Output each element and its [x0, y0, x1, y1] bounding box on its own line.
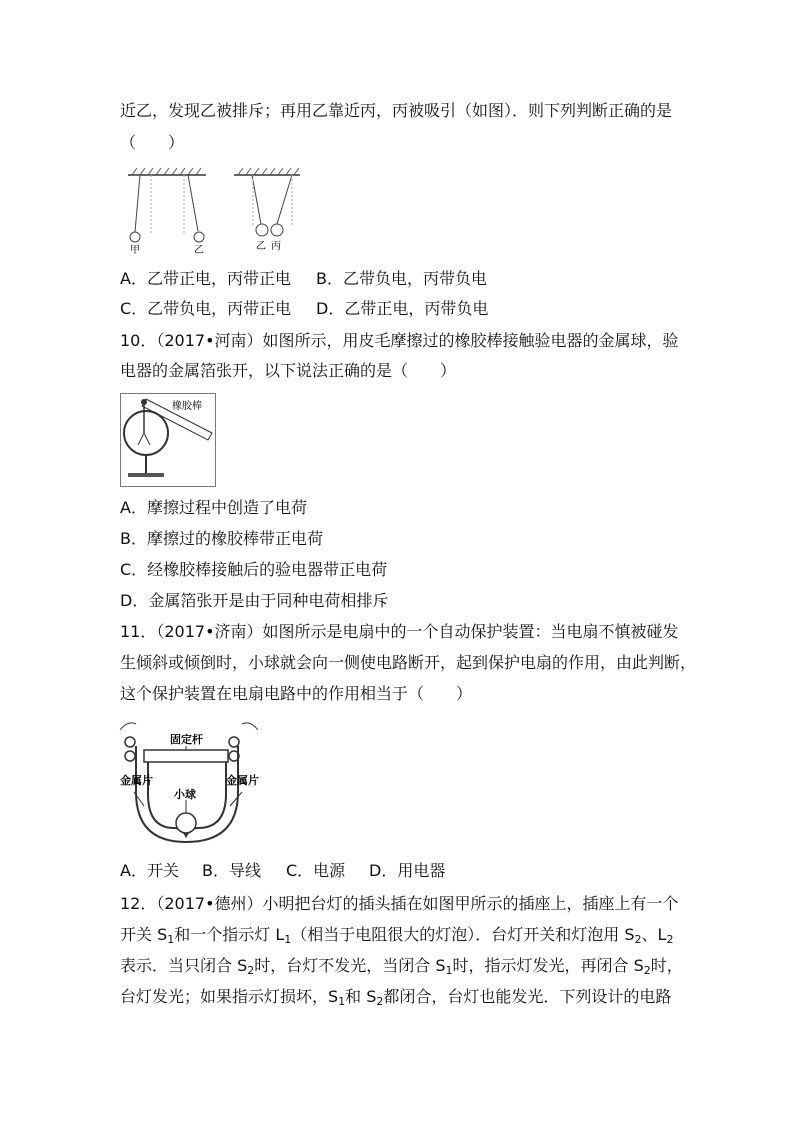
label-jia: 甲 — [130, 245, 140, 256]
q10-option-b[interactable]: B．摩擦过的橡胶棒带正电荷 — [120, 529, 323, 548]
q9-options-row2 — [120, 299, 488, 319]
q11-stem-line1: 11．（2017•济南）如图所示是电扇中的一个自动保护装置：当电扇不慎被碰发 — [120, 622, 679, 641]
q10-electroscope-figure — [120, 393, 216, 487]
q9-option-a[interactable]: A．乙带正电，丙带正电 — [120, 269, 291, 288]
q12-stem-line2: 开关 $S_1$和一个指示灯 $L_1$（相当于电阻很大的灯泡）．台灯开关和灯泡用 $S_2$、$L_2$ — [120, 925, 674, 946]
q10-stem-line1: 10．（2017•河南）如图所示，用皮毛摩擦过的橡胶棒接触验电器的金属球，验 — [120, 331, 679, 350]
label-ball: 小球 — [174, 788, 196, 801]
q9-stem-line2: （ ） — [120, 133, 185, 152]
q9-option-c[interactable]: C．乙带负电，丙带正电 — [120, 299, 292, 318]
q11-option-b[interactable]: B．导线 — [202, 861, 261, 880]
label-yi-left: 乙 — [194, 245, 204, 256]
q11-stem-line2: 生倾斜或倾倒时，小球就会向一侧使电路断开，起到保护电扇的作用，由此判断， — [120, 653, 697, 672]
q12-stem-line1: 12．（2017•德州）小明把台灯的插头插在如图甲所示的插座上，插座上有一个 — [120, 894, 679, 913]
q10-option-c[interactable]: C．经橡胶棒接触后的验电器带正电荷 — [120, 560, 388, 579]
q10-stem-line2: 电器的金属箔张开，以下说法正确的是（ ） — [120, 361, 457, 380]
label-rubber-rod: 橡胶棒 — [172, 401, 202, 412]
q12-stem-line3: 表示．当只闭合 $S_2$时，台灯不发光，当闭合 $S_1$时，指示灯发光，再闭合 $S_2$时， — [120, 956, 683, 977]
q11-option-d[interactable]: D．用电器 — [369, 861, 446, 880]
label-right-sheet: 金属片 — [226, 774, 259, 787]
q11-stem-line3: 这个保护装置在电扇电路中的作用相当于（ ） — [120, 684, 473, 703]
label-bing: 丙 — [271, 241, 281, 252]
q10-option-d[interactable]: D．金属箔张开是由于同种电荷相排斥 — [120, 591, 389, 610]
label-fixed-rod: 固定杆 — [170, 733, 203, 746]
q9-option-d[interactable]: D．乙带正电，丙带负电 — [316, 299, 489, 318]
q9-pendulum-figure — [122, 165, 304, 257]
q11-protection-device-figure — [118, 716, 260, 846]
label-yi-right: 乙 — [256, 241, 266, 252]
label-left-sheet: 金属片 — [120, 774, 153, 787]
q11-options-row — [120, 861, 445, 881]
q11-option-c[interactable]: C．电源 — [286, 861, 346, 880]
q11-option-a[interactable]: A．开关 — [120, 861, 179, 880]
q12-stem-line4: 台灯发光；如果指示灯损坏，$S_1$和 $S_2$都闭合，台灯也能发光．下列设计的电路 — [120, 987, 672, 1008]
q10-option-a[interactable]: A．摩擦过程中创造了电荷 — [120, 498, 307, 517]
q9-stem-line1: 近乙，发现乙被排斥；再用乙靠近丙，丙被吸引（如图）．则下列判断正确的是 — [120, 101, 673, 120]
q9-options-row1 — [120, 269, 487, 289]
q9-option-b[interactable]: B．乙带负电，丙带负电 — [316, 269, 487, 288]
